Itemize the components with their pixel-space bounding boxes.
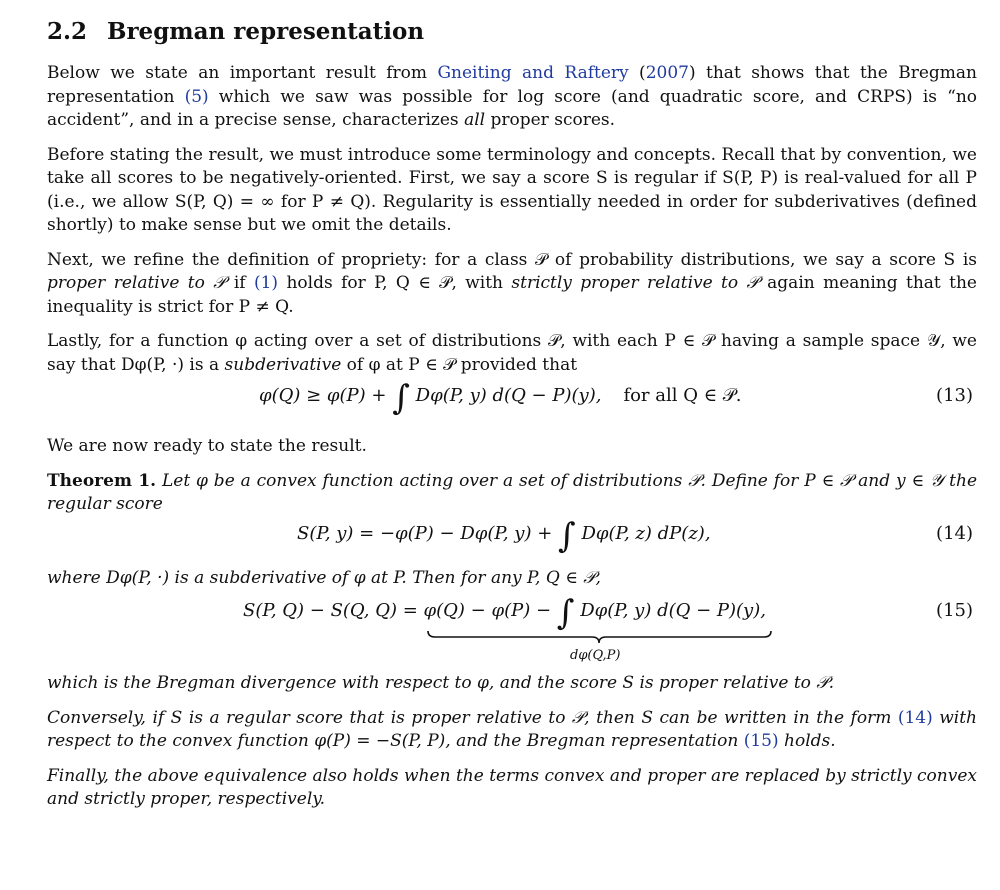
emph-all: all bbox=[464, 110, 486, 130]
text: that shows that the Bregman representation bbox=[47, 63, 977, 107]
text: Lastly, for a function φ acting over a set of distributions 𝒫, with each P ∈ 𝒫 having a sample space 𝒴, we say that Dφ(P, ·) is a bbox=[47, 331, 977, 375]
integral-sign: ∫ bbox=[556, 593, 575, 633]
text: of φ at P ∈ 𝒫 provided that bbox=[341, 354, 578, 375]
eq-rhs: Dφ(P, z) dP(z), bbox=[575, 522, 711, 544]
eq-lhs: S(P, Q) − S(Q, Q) = bbox=[243, 600, 424, 621]
eqref-14-link[interactable]: (14) bbox=[897, 707, 933, 728]
theorem-continuation: where Dφ(P, ·) is a subderivative of φ at P. Then for any P, Q ∈ 𝒫, bbox=[47, 567, 601, 588]
underbrace-label: dφ(Q,P) bbox=[570, 648, 621, 663]
section-heading bbox=[47, 16, 977, 48]
integral-sign: ∫ bbox=[558, 515, 576, 556]
paragraph-finally: Finally, the above equivalence also holds when the terms convex and proper are replaced by strictly convex and strictly proper, respectively. bbox=[47, 765, 977, 809]
eq-lhs: S(P, y) = −φ(P) − Dφ(P, y) + bbox=[297, 522, 559, 544]
paragraph-propriety bbox=[47, 249, 977, 320]
text: proper scores. bbox=[485, 110, 616, 130]
paragraph-subderivative bbox=[47, 330, 977, 377]
eqref-1-link[interactable]: (1) bbox=[253, 273, 279, 293]
text: if bbox=[225, 273, 254, 293]
theorem-label: Theorem 1. bbox=[47, 470, 157, 491]
emph-subderivative: subderivative bbox=[224, 354, 342, 375]
text: Next, we refine the definition of propriety: for a class 𝒫 of probability distributions, we say a score S is bbox=[47, 249, 977, 270]
eq-lhs: φ(Q) ≥ φ(P) + bbox=[259, 385, 393, 406]
citation-year-link[interactable]: 2007 bbox=[645, 63, 689, 83]
text: Conversely, if S is a regular score that is proper relative to 𝒫, then S can be written in the form bbox=[47, 707, 898, 728]
section-title: Bregman representation bbox=[107, 18, 425, 45]
theorem-block bbox=[47, 470, 977, 517]
emph-strictly-proper: strictly proper relative to 𝒫 bbox=[511, 273, 759, 293]
eq-rhs: Dφ(P, y) d(Q − P)(y), bbox=[409, 385, 602, 406]
text: with respect to the convex function φ(P) = −S(P, P), and the Bregman representation bbox=[47, 707, 977, 751]
eqref-15-link[interactable]: (15) bbox=[743, 731, 779, 751]
equation-15 bbox=[47, 590, 977, 672]
eq-rhs: Dφ(P, y) d(Q − P)(y), bbox=[574, 600, 766, 621]
theorem-text: Let φ be a convex function acting over a set of distributions 𝒫. Define for P ∈ 𝒫 and y ∈ 𝒴 the regular score bbox=[47, 470, 978, 514]
paragraph-regular: Before stating the result, we must introduce some terminology and concepts. Recall that by convention, we take all scores to be negatively-oriented. First, we say a score S is regular if S(P, P) is real-valued for all P (i.e., we allow S(P, Q) = ∞ for P ≠ Q). Regularity is essentially needed in order for subderivatives (defined shortly) to make sense but we omit the details. bbox=[47, 144, 977, 235]
eq-condition: for all Q ∈ 𝒫. bbox=[623, 385, 742, 406]
underbrace-icon bbox=[427, 630, 772, 644]
integral-sign: ∫ bbox=[392, 378, 410, 418]
citation-link[interactable]: Gneiting and Raftery bbox=[437, 63, 629, 83]
emph-proper-relative: proper relative to 𝒫 bbox=[47, 273, 226, 293]
equation-13 bbox=[47, 377, 977, 433]
equation-number: (14) bbox=[936, 522, 973, 544]
text: again meaning that the inequality is strict for P ≠ Q. bbox=[47, 273, 977, 317]
theorem-statement bbox=[47, 470, 977, 517]
text: which we saw was possible for log score (and quadratic score, and CRPS) is “no accident”, and in a precise sense, characterizes bbox=[47, 86, 978, 130]
bregman-divergence-statement: which is the Bregman divergence with respect to φ, and the score S is proper relative to 𝒫. bbox=[47, 673, 834, 693]
paragraph-converse bbox=[47, 707, 977, 754]
text: holds for P, Q ∈ 𝒫, with bbox=[278, 273, 512, 293]
eqref-5-link[interactable]: (5) bbox=[184, 86, 209, 107]
paper-page bbox=[47, 16, 977, 812]
section-number: 2.2 bbox=[47, 18, 88, 45]
text: holds. bbox=[778, 731, 836, 751]
equation-14 bbox=[47, 517, 977, 567]
text: Below we state an important result from bbox=[47, 63, 438, 83]
paragraph-intro: Below we state an important result from Gneiting and Raftery (2007) that shows that the Bregman representation (5) which we saw was possible for log score (and quadratic score, and CRPS) is “no accident”, and in a precise sense, characterizes all proper scores. bbox=[47, 63, 978, 130]
eq-mid: φ(Q) − φ(P) − bbox=[423, 600, 557, 621]
equation-number: (15) bbox=[936, 600, 973, 621]
paragraph-ready: We are now ready to state the result. bbox=[47, 436, 367, 456]
equation-number: (13) bbox=[936, 385, 973, 406]
